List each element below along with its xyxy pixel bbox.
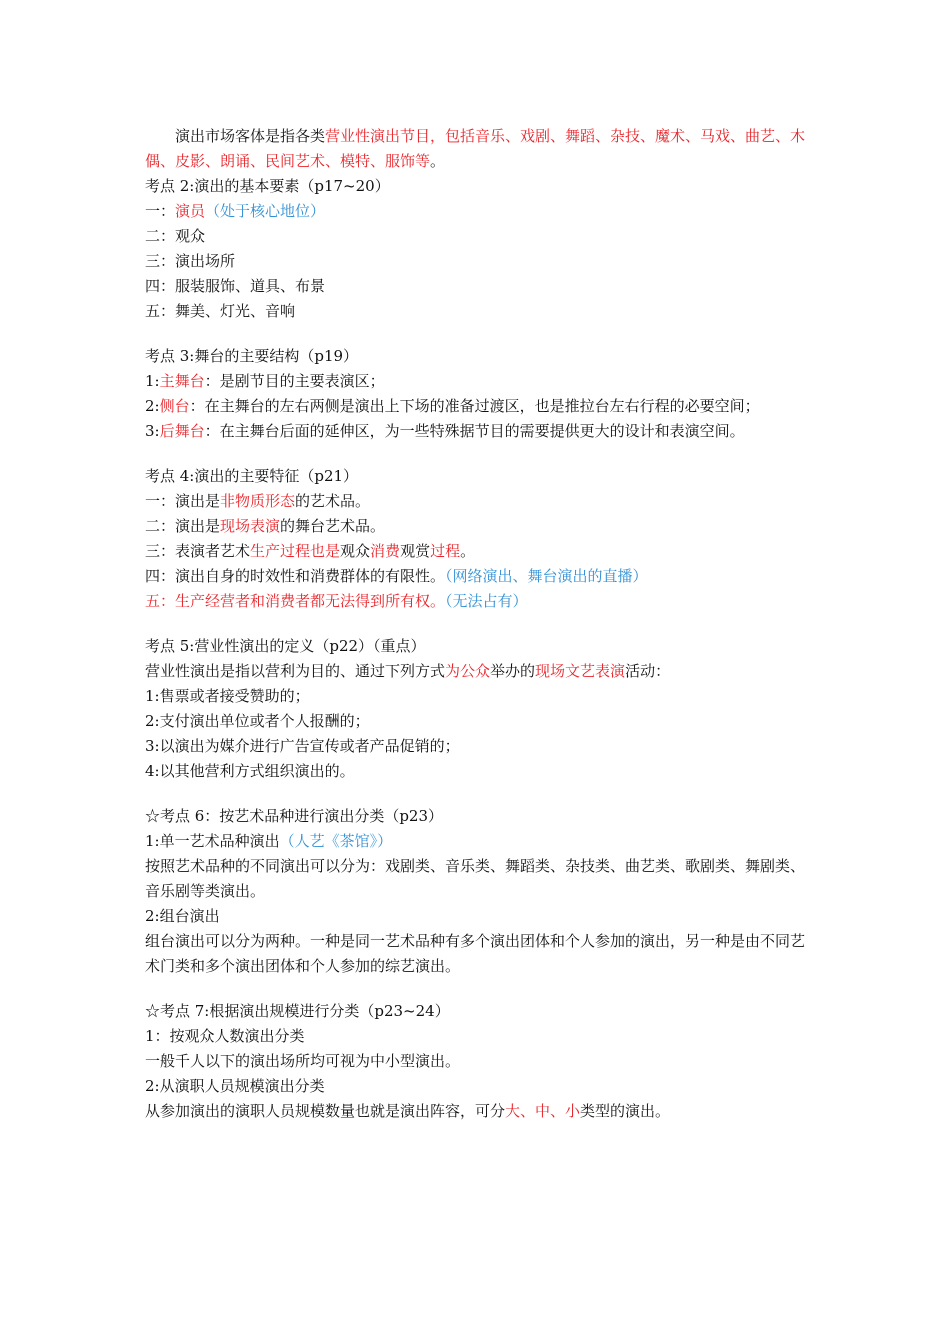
s2-item-1 — [145, 199, 813, 224]
s7-item-1: 1：按观众人数演出分类 — [145, 1027, 305, 1045]
s4-item-1-end: 的艺术品。 — [295, 492, 371, 510]
spacer — [145, 614, 813, 634]
s3-item-3-highlight: 后舞台 — [159, 422, 205, 440]
intro-highlight: 营业性演出节目，包括音乐、戏剧、舞蹈、杂技、魔术、马戏、曲艺、木偶、皮影、朗诵、民间艺术、模特、服饰等 — [145, 127, 806, 170]
s6-item-2-description: 组台演出可以分为两种。一种是同一艺术品种有多个演出团体和个人参加的演出，另一种是由不同艺术门类和多个演出团体和个人参加的综艺演出。 — [145, 932, 806, 975]
s4-item-4-note: （网络演出、舞台演出的直播） — [445, 567, 648, 585]
s2-item-1-highlight: 演员 — [175, 202, 206, 220]
s4-item-5-highlight: 五：生产经营者和消费者都无法得到所有权。 — [145, 592, 446, 610]
s4-item-1 — [145, 489, 813, 514]
s3-item-1-number: 1: — [145, 372, 160, 390]
s3-item-2-number: 2: — [145, 397, 160, 415]
s4-item-2-text: 二：演出是 — [145, 517, 221, 535]
s4-item-3-text-3: 观赏 — [400, 542, 431, 560]
s3-item-1-text: ：是剧节目的主要表演区； — [204, 372, 385, 390]
s7-item-2-text: 从参加演出的演职人员规模数量也就是演出阵容，可分 — [145, 1102, 506, 1120]
s5-item-1: 1:售票或者接受赞助的； — [145, 687, 310, 705]
s4-item-2-end: 的舞台艺术品。 — [280, 517, 386, 535]
s5-item-2: 2:支付演出单位或者个人报酬的； — [145, 712, 370, 730]
s6-item-1 — [145, 829, 813, 854]
intro-paragraph — [145, 124, 813, 174]
s3-item-3-text: ：在主舞台后面的延伸区，为一些特殊据节目的需要提供更大的设计和表演空间。 — [204, 422, 745, 440]
spacer — [145, 979, 813, 999]
section-2-title: 考点 2:演出的基本要素（p17~20） — [145, 177, 390, 195]
s2-item-5: 五：舞美、灯光、音响 — [145, 302, 296, 320]
s3-item-2-text: ：在主舞台的左右两侧是演出上下场的准备过渡区，也是推拉台左右行程的必要空间； — [189, 397, 760, 415]
s7-item-1-description: 一般千人以下的演出场所均可视为中小型演出。 — [145, 1052, 461, 1070]
document-body — [145, 124, 813, 1124]
s2-item-3: 三：演出场所 — [145, 252, 236, 270]
s4-item-3-highlight-2: 消费 — [370, 542, 401, 560]
spacer — [145, 784, 813, 804]
s3-item-3-number: 3: — [145, 422, 160, 440]
intro-end: 。 — [430, 152, 446, 170]
s2-item-4: 四：服装服饰、道具、布景 — [145, 277, 326, 295]
s4-item-4-text: 四：演出自身的时效性和消费群体的有限性。 — [145, 567, 446, 585]
s4-item-2 — [145, 514, 813, 539]
s7-item-2-end: 类型的演出。 — [580, 1102, 671, 1120]
s5-definition-highlight-1: 为公众 — [445, 662, 491, 680]
s6-item-1-description: 按照艺术品种的不同演出可以分为：戏剧类、音乐类、舞蹈类、杂技类、曲艺类、歌剧类、舞剧类、音乐剧等类演出。 — [145, 857, 806, 900]
s4-item-1-highlight: 非物质形态 — [220, 492, 296, 510]
s5-definition-text: 营业性演出是指以营利为目的、通过下列方式 — [145, 662, 446, 680]
s4-item-1-text: 一：演出是 — [145, 492, 221, 510]
s4-item-3-end: 。 — [460, 542, 476, 560]
s4-item-3 — [145, 539, 813, 564]
s5-definition — [145, 659, 813, 684]
s7-item-2-description — [145, 1099, 813, 1124]
s6-item-2: 2:组台演出 — [145, 907, 220, 925]
s4-item-3-text-2: 观众 — [340, 542, 371, 560]
s3-item-2-highlight: 侧台 — [159, 397, 190, 415]
section-6-title: ☆考点 6：按艺术品种进行演出分类（p23） — [145, 807, 444, 825]
s5-item-4: 4:以其他营利方式组织演出的。 — [145, 762, 355, 780]
s2-item-1-prefix: 一： — [145, 202, 176, 220]
s5-definition-text-2: 举办的 — [490, 662, 536, 680]
section-5-title: 考点 5:营业性演出的定义（p22）（重点） — [145, 637, 426, 655]
s5-item-3: 3:以演出为媒介进行广告宣传或者产品促销的； — [145, 737, 460, 755]
spacer — [145, 324, 813, 344]
s3-item-1 — [145, 369, 813, 394]
s5-definition-end: 活动： — [625, 662, 671, 680]
section-4-title: 考点 4:演出的主要特征（p21） — [145, 467, 359, 485]
s2-item-2: 二：观众 — [145, 227, 206, 245]
intro-text: 演出市场客体是指各类 — [175, 127, 326, 145]
s7-item-2: 2:从演职人员规模演出分类 — [145, 1077, 325, 1095]
s4-item-4 — [145, 564, 813, 589]
s4-item-3-text: 三：表演者艺术 — [145, 542, 251, 560]
s4-item-5 — [145, 589, 813, 614]
s4-item-2-highlight: 现场表演 — [220, 517, 281, 535]
s6-item-1-note: （人艺《茶馆》） — [279, 832, 393, 850]
s7-item-2-highlight: 大、中、小 — [505, 1102, 581, 1120]
section-7-title: ☆考点 7:根据演出规模进行分类（p23~24） — [145, 1002, 450, 1020]
s2-item-1-note: （处于核心地位） — [205, 202, 326, 220]
s3-item-2 — [145, 394, 813, 419]
s3-item-1-highlight: 主舞台 — [159, 372, 205, 390]
s6-item-1-text: 1:单一艺术品种演出 — [145, 832, 280, 850]
s4-item-3-highlight-1: 生产过程也是 — [250, 542, 341, 560]
section-3-title: 考点 3:舞台的主要结构（p19） — [145, 347, 359, 365]
s4-item-5-note: （无法占有） — [445, 592, 528, 610]
spacer — [145, 444, 813, 464]
s4-item-3-highlight-3: 过程 — [430, 542, 461, 560]
s5-definition-highlight-2: 现场文艺表演 — [535, 662, 626, 680]
s3-item-3 — [145, 419, 813, 444]
